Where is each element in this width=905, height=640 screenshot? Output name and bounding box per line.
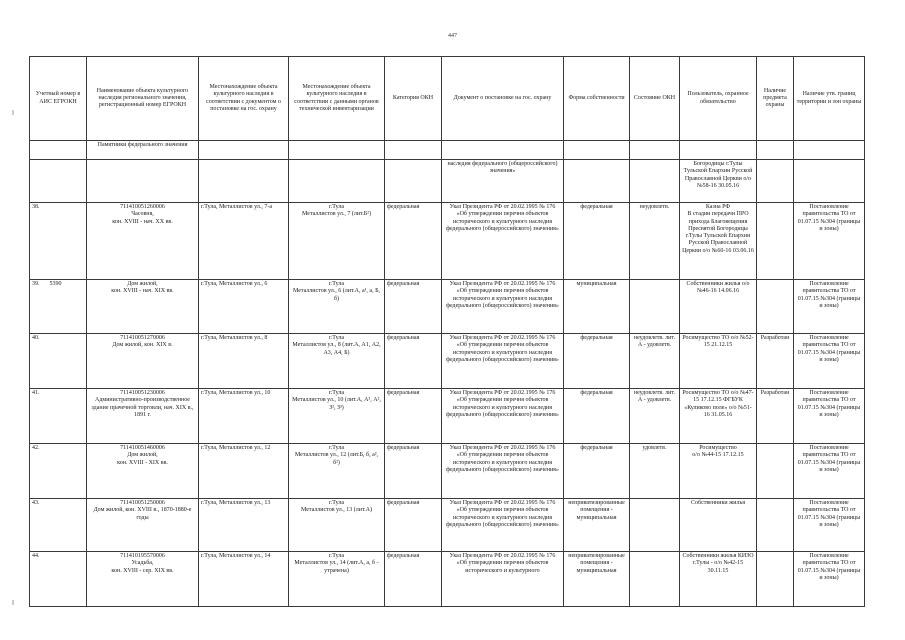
table-row [30,334,865,389]
cell-name: 711410051460006 Дом жилой, кон. XVIII - XIX вв. [87,444,199,499]
cell-ownership: федеральная [564,334,630,389]
cell-state: неудовлетв. лит. А - удовлетв. [630,334,680,389]
header-cell: Документ о постановке на гос. охрану [442,57,564,141]
cell-zones: Постановление правительства ТО от 01.07.15 №304 (границы и зоны) [794,552,865,607]
cell-document: Указ Президента РФ от 20.02.1995 № 176 «Об утверждении перечня объектов исторического и культурного наследия федерального (общероссийского) значения» [442,499,564,552]
cell-location-inventory: г.Тула Металлистов ул., 6 (лит.А, а¹, а, Б, б) [289,280,385,334]
cell-category: федеральная [385,444,442,499]
cell-location-inventory: г.Тула Металлистов ул., 14 (лит.А, а, б - утрачена) [289,552,385,607]
cell-location-doc: г.Тула, Металлистов ул., 13 [199,499,289,552]
continuation-doc: наследия федерального (общероссийского) значения» [442,160,564,203]
cell-category: федеральная [385,389,442,444]
cell-location-inventory: г.Тула Металлистов ул., 8 (лит.А, А1, А2, А3, А4, Б) [289,334,385,389]
cell-num [30,389,87,444]
table-row [30,552,865,607]
cell-num [30,203,87,280]
continuation-row [30,160,865,203]
cell-ownership: федеральная [564,389,630,444]
row-reg-number: 5390 [49,281,62,287]
cell-protection-subject [757,203,794,280]
cell-protection-subject [757,280,794,334]
page-number: 447 [448,33,457,39]
cell-name: 711410195570006 Усадьба, кон. XVIII - сер. XIX вв. [87,552,199,607]
cell-protection-subject [757,552,794,607]
cell-document: Указ Президента РФ от 20.02.1995 № 176 «Об утверждении перечня объектов исторического и культурного [442,552,564,607]
cell-state: неудовлетв. [630,203,680,280]
cell-document: Указ Президента РФ от 20.02.1995 № 176 «Об утверждении перечня объектов исторического и культурного наследия федерального (общероссийского) значения» [442,203,564,280]
subheader-label: Памятники федерального значения [87,141,199,160]
cell-num [30,499,87,552]
cell-category: федеральная [385,334,442,389]
cell-ownership: федеральная [564,203,630,280]
cell-zones: Постановление правительства ТО от 01.07.15 №304 (границы и зоны) [794,499,865,552]
cell-category: федеральная [385,280,442,334]
cell-zones: Постановление правительства ТО от 01.07.15 №304 (границы и зоны) [794,389,865,444]
cell-user: Собственники жилья о/о №46-16 14.06.16 [680,280,757,334]
row-number: 41. [32,390,40,396]
row-number: 44. [32,553,40,559]
cell-location-inventory: г.Тула Металлистов ул., 7 (лит.Б²) [289,203,385,280]
cell-category: федеральная [385,499,442,552]
header-cell: Наименование объекта культурного наследия регионального значения, регистрационный номер ЕГРОКН [87,57,199,141]
registry-table [29,56,865,607]
cell-state [630,552,680,607]
cell-location-doc: г.Тула, Металлистов ул., 14 [199,552,289,607]
cell-user: Собственники жилья [680,499,757,552]
cell-location-doc: г.Тула, Металлистов ул., 12 [199,444,289,499]
cell-user: Росимущество ТО о/о №47-15 17.12.15 ФГБУК «Куликово поле» о/о №51-16 31.05.16 [680,389,757,444]
cell-location-doc: г.Тула, Металлистов ул., 7-а [199,203,289,280]
cell-location-doc: г.Тула, Металлистов ул., 8 [199,334,289,389]
cell-location-inventory: г.Тула Металлистов ул., 10 (лит.А, А¹, А², З², З³) [289,389,385,444]
cell-name: 711410051260006 Часовня, кон. XVIII - нач. XX вв. [87,203,199,280]
cell-document: Указ Президента РФ от 20.02.1995 № 176 «Об утверждении перечня объектов исторического и культурного наследия федерального (общероссийского) значения» [442,444,564,499]
table-row [30,203,865,280]
cell-num [30,280,87,334]
cell-document: Указ Президента РФ от 20.02.1995 № 176 «Об утверждении перечня объектов исторического и культурного наследия федерального (общероссийского) значения» [442,334,564,389]
scan-mark [12,600,14,605]
cell-zones: Постановление правительства ТО от 01.07.15 №304 (границы и зоны) [794,334,865,389]
cell-document: Указ Президента РФ от 20.02.1995 № 176 «Об утверждении перечня объектов исторического и культурного наследия федерального (общероссийского) значения» [442,280,564,334]
cell-location-doc: г.Тула, Металлистов ул., 10 [199,389,289,444]
cell-state: удовлетв. [630,444,680,499]
table-row [30,389,865,444]
header-cell: Наличие утв. границ территории и зон охраны [794,57,865,141]
table-row [30,280,865,334]
continuation-user: Богородицы г.Тулы Тульской Епархии Русской Православной Церкви о/о №58-16 30.05.16 [680,160,757,203]
cell-ownership: муниципальная [564,280,630,334]
cell-document: Указ Президента РФ от 20.02.1995 № 176 «Об утверждении перечня объектов исторического и культурного наследия федерального (общероссийского) значения» [442,389,564,444]
header-cell: Форма собственности [564,57,630,141]
row-number: 38. [32,204,40,210]
cell-num [30,334,87,389]
cell-ownership: неприватизированные помещения - муниципальная [564,552,630,607]
row-number: 39. [32,281,40,287]
header-cell: Наличие предмета охраны [757,57,794,141]
cell-zones: Постановление правительства ТО от 01.07.15 №304 (границы и зоны) [794,444,865,499]
header-cell: Местонахождение объекта культурного наследия в соответствии с данными органов технической инвентаризации [289,57,385,141]
header-cell: Учетный номер в АИС ЕГРОКН [30,57,87,141]
cell-name: 711410051270006 Дом жилой, кон. XIX в. [87,334,199,389]
scan-mark [12,110,14,115]
cell-category: федеральная [385,552,442,607]
header-cell: Местонахождение объекта культурного наследия в соответствии с документом о постановке на гос. охрану [199,57,289,141]
cell-protection-subject [757,499,794,552]
row-number: 43. [32,500,40,506]
cell-user: Росимущество ТО о/о №52-15 21.12.15 [680,334,757,389]
cell-name: 711410051250006 Дом жилой, кон. XVIII в., 1870-1880-е годы [87,499,199,552]
cell-location-doc: г.Тула, Металлистов ул., 6 [199,280,289,334]
table-row [30,444,865,499]
cell-state [630,499,680,552]
row-number: 40. [32,335,40,341]
cell-protection-subject [757,444,794,499]
cell-ownership: федеральная [564,444,630,499]
row-number: 42. [32,445,40,451]
cell-location-inventory: г.Тула Металлистов ул., 12 (лит.Б, б, а², б²) [289,444,385,499]
cell-protection-subject: Разработан [757,389,794,444]
table-row [30,499,865,552]
cell-protection-subject: Разработан [757,334,794,389]
header-cell: Пользователь, охранное обязательство [680,57,757,141]
header-cell: Состояние ОКН [630,57,680,141]
header-cell: Категория ОКН [385,57,442,141]
cell-num [30,552,87,607]
cell-state [630,280,680,334]
cell-num [30,444,87,499]
cell-user: Казна РФ В стадии передачи ПРО прихода Благовещения Пресвятой Богородицы г.Тулы Тульской Епархии Русской Православной Церкви о/о №60-16 03.06.16 [680,203,757,280]
cell-user: Росимущество о/о №44-15 17.12.15 [680,444,757,499]
cell-state: неудовлетв. лит. А - удовлетв. [630,389,680,444]
cell-name: Дом жилой, кон. XVIII - нач. XIX вв. [87,280,199,334]
cell-zones: Постановление правительства ТО от 01.07.15 №304 (границы и зоны) [794,203,865,280]
cell-user: Собственники жилья КИЗО г.Тулы - о/о №42-15 30.11.15 [680,552,757,607]
cell-ownership: неприватизированные помещения - муниципальная [564,499,630,552]
cell-category: федеральная [385,203,442,280]
subheader-row [30,141,865,160]
cell-location-inventory: г.Тула Металлистов ул., 13 (лит.А) [289,499,385,552]
cell-name: 711410051230006 Административно-производственное здание прачечной торговли, нач. XIX в., 1891 г. [87,389,199,444]
cell-zones: Постановление правительства ТО от 01.07.15 №304 (границы и зоны) [794,280,865,334]
